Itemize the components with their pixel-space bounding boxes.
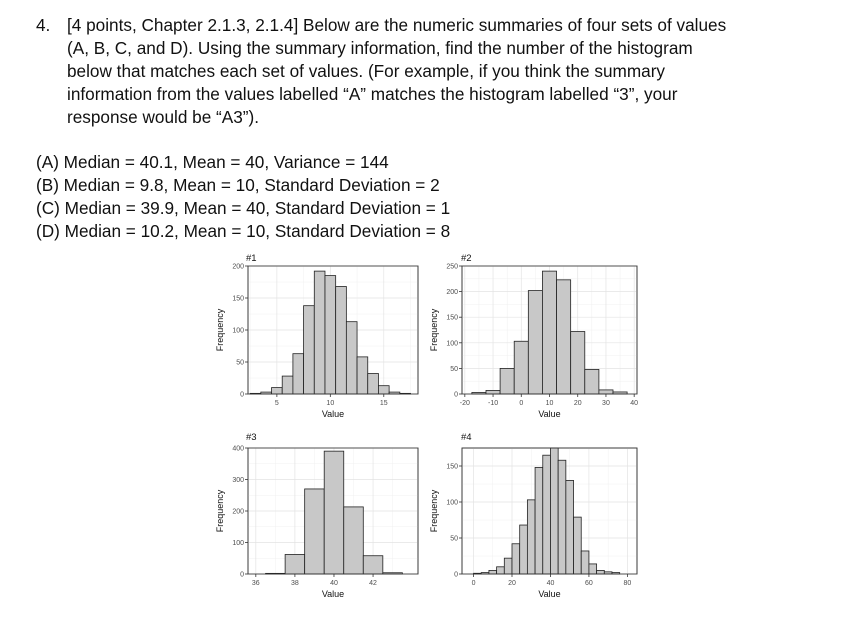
x-tick-label: 10 (545, 400, 554, 407)
histogram-bar (558, 460, 566, 574)
y-tick-label: 0 (454, 571, 458, 579)
question-line: below that matches each set of values. (For example, if you think the summary (67, 61, 666, 81)
y-tick-label: 200 (232, 263, 244, 271)
y-tick-label: 200 (232, 508, 244, 516)
histogram-bar (497, 567, 505, 574)
x-axis-label: Value (321, 409, 345, 419)
histogram-bar (368, 374, 379, 394)
histogram-bar (528, 291, 542, 394)
x-tick-label: 15 (379, 400, 388, 407)
option-c: (C) Median = 39.9, Mean = 40, Standard Deviation = 1 (36, 198, 451, 218)
y-tick-label: 150 (232, 295, 244, 303)
x-tick-label: 0 (519, 400, 524, 407)
histogram-bar (542, 271, 556, 394)
x-tick-label: -20 (459, 400, 470, 407)
x-tick-label: 40 (330, 580, 338, 587)
histogram-bar (504, 558, 512, 574)
x-tick-label: 38 (290, 580, 299, 587)
question-line: [4 points, Chapter 2.1.3, 2.1.4] Below are the numeric summaries of four sets of values (67, 15, 727, 35)
histogram-bar (378, 386, 389, 394)
y-tick-label: 50 (450, 365, 458, 373)
histogram-bar (585, 369, 599, 394)
histogram-bar (589, 564, 597, 574)
histogram-bar (571, 332, 585, 394)
y-tick-label: 100 (446, 499, 458, 507)
y-tick-label: 250 (446, 263, 458, 271)
histogram-bar (486, 390, 500, 394)
histogram-bar (314, 271, 325, 394)
histogram-bar (514, 341, 528, 394)
histogram-bar (282, 376, 293, 394)
histogram-bar (543, 455, 551, 574)
histogram-bar (550, 448, 558, 574)
histogram-bar (512, 544, 520, 574)
histogram-bar (272, 388, 283, 394)
question-line: information from the values labelled “A” matches the histogram labelled “3”, your (67, 84, 678, 104)
x-tick-label: 10 (326, 400, 335, 407)
x-tick-label: 40 (546, 580, 555, 587)
histogram-bar (527, 500, 535, 574)
option-a: (A) Median = 40.1, Mean = 40, Variance = 144 (36, 152, 389, 172)
histogram-bar (566, 480, 574, 574)
question-line: (A, B, C, and D). Using the summary information, find the number of the histogram (67, 38, 693, 58)
histogram-bar (574, 517, 582, 574)
option-b: (B) Median = 9.8, Mean = 10, Standard Deviation = 2 (36, 175, 440, 195)
histogram-bar (324, 451, 344, 574)
histogram-bar (520, 525, 528, 574)
y-tick-label: 0 (240, 391, 244, 399)
histogram-bar (599, 390, 613, 394)
histogram-2 (429, 253, 638, 419)
x-axis-label: Value (321, 589, 345, 599)
y-tick-label: 0 (454, 391, 458, 399)
histogram-bar (597, 570, 605, 574)
y-axis-label: Frequency (215, 489, 225, 533)
option-d: (D) Median = 10.2, Mean = 10, Standard Deviation = 8 (36, 221, 451, 241)
question-line: response would be “A3”). (67, 107, 260, 127)
histogram-3 (215, 432, 418, 599)
x-tick-label: 0 (471, 580, 476, 587)
histogram-4 (429, 432, 637, 599)
question-number: 4. (36, 15, 51, 35)
x-tick-label: 36 (251, 580, 260, 587)
y-tick-label: 100 (446, 340, 458, 348)
histogram-bar (535, 467, 543, 574)
y-tick-label: 200 (446, 289, 458, 297)
y-tick-label: 0 (240, 571, 244, 579)
histogram-bar (557, 280, 571, 394)
histogram-1 (215, 253, 418, 419)
histogram-bar (581, 551, 589, 574)
x-tick-label: 80 (623, 580, 632, 587)
histogram-bar (325, 276, 336, 394)
y-tick-label: 150 (446, 314, 458, 322)
x-axis-label: Value (538, 589, 561, 599)
x-tick-label: 40 (630, 400, 639, 407)
histogram-bar (304, 306, 315, 394)
plot-title: #4 (461, 432, 472, 443)
histogram-bar (285, 554, 305, 574)
x-tick-label: 42 (369, 580, 377, 587)
x-tick-label: 30 (602, 400, 610, 407)
y-tick-label: 150 (446, 463, 458, 471)
plot-title: #3 (246, 432, 257, 443)
y-tick-label: 400 (232, 445, 244, 453)
y-tick-label: 100 (232, 540, 244, 547)
histogram-bar (500, 368, 514, 394)
histogram-bar (305, 489, 325, 574)
plot-title: #2 (461, 253, 472, 264)
y-axis-label: Frequency (429, 308, 439, 352)
histogram-bar (344, 507, 364, 574)
y-axis-label: Frequency (215, 308, 225, 352)
y-tick-label: 50 (450, 535, 458, 543)
histogram-bar (363, 556, 383, 574)
x-tick-label: 20 (573, 400, 582, 407)
x-tick-label: 5 (274, 400, 279, 407)
x-axis-label: Value (538, 409, 561, 419)
histogram-bar (346, 322, 357, 394)
x-tick-label: -10 (487, 400, 499, 407)
histogram-bar (489, 570, 497, 574)
x-tick-label: 60 (585, 580, 593, 587)
y-tick-label: 100 (232, 327, 244, 335)
y-axis-label: Frequency (429, 489, 439, 533)
x-tick-label: 20 (508, 580, 516, 587)
histogram-bar (336, 286, 347, 394)
histogram-bar (357, 357, 368, 394)
histogram-bar (293, 354, 304, 394)
y-tick-label: 50 (236, 359, 244, 367)
y-tick-label: 300 (232, 477, 244, 484)
plot-title: #1 (246, 253, 257, 264)
